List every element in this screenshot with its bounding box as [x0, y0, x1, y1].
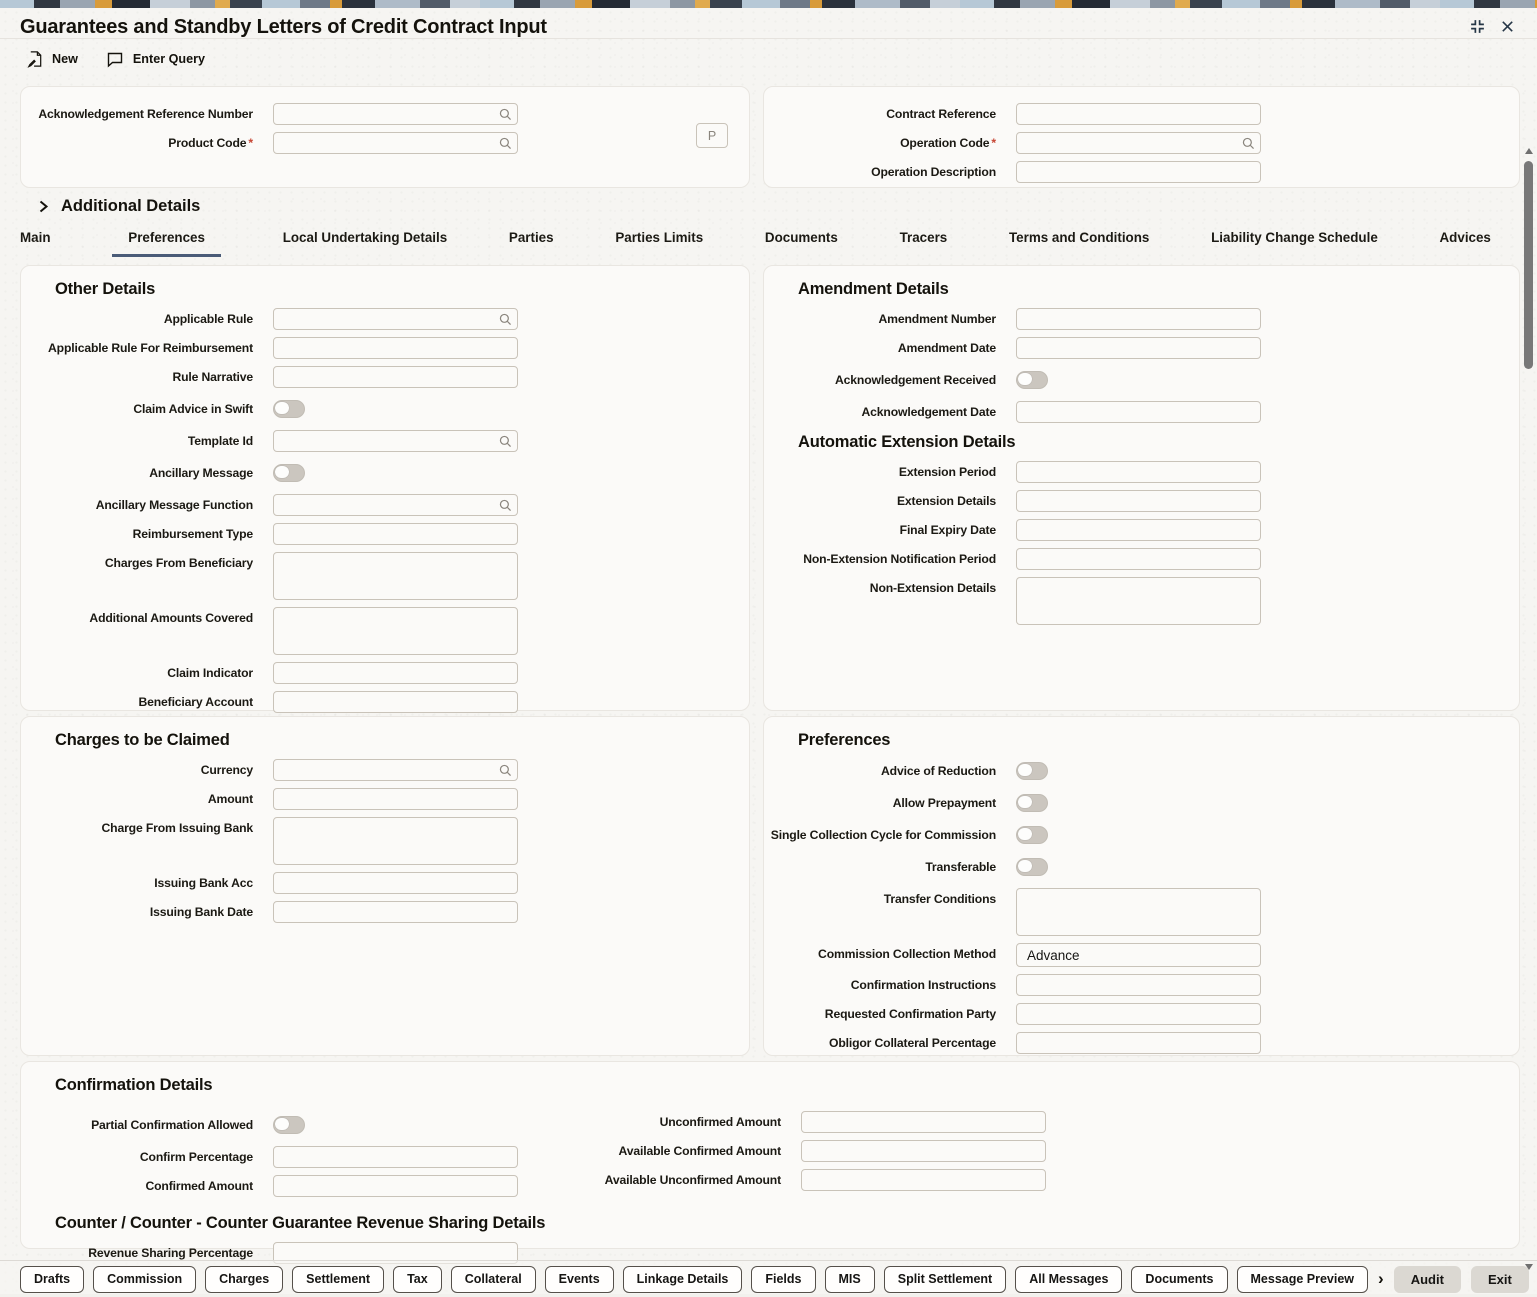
additional-details-toggle[interactable] — [38, 197, 200, 216]
reimbursement-type-input[interactable] — [273, 523, 518, 545]
extension-period-input-wrap — [1016, 461, 1261, 483]
field-label: Reimbursement Type — [132, 527, 253, 541]
field-label: Claim Advice in Swift — [133, 402, 253, 416]
field-amendment-number — [764, 308, 1519, 330]
tab-terms-and-conditions[interactable]: Terms and Conditions — [1008, 230, 1150, 245]
field-label: Acknowledgement Received — [835, 373, 996, 387]
split-settlement-button[interactable]: Split Settlement — [884, 1266, 1006, 1293]
field-rule-narrative — [21, 366, 749, 388]
field-label: Confirmation Instructions — [850, 978, 996, 992]
field-label: Available Confirmed Amount — [618, 1144, 781, 1158]
field-label: Amendment Date — [897, 341, 996, 355]
charges-to-be-claimed-panel — [20, 716, 750, 1056]
field-partial-confirmation-allowed — [21, 1114, 581, 1136]
unconfirmed-amount-input-wrap — [801, 1111, 1046, 1133]
currency-input[interactable] — [273, 759, 518, 781]
field-non-extension-notification-period — [764, 548, 1519, 570]
field-label: Template Id — [187, 434, 253, 448]
field-beneficiary-account — [21, 691, 749, 713]
charge-from-issuing-bank-textarea[interactable] — [273, 817, 518, 865]
documents-button[interactable]: Documents — [1131, 1266, 1227, 1293]
charges-from-beneficiary-textarea[interactable] — [273, 552, 518, 600]
vertical-scrollbar — [1523, 148, 1535, 1270]
field-issuing-bank-acc — [21, 872, 749, 894]
tab-advices[interactable]: Advices — [1439, 230, 1491, 245]
section-title: Counter / Counter - Counter Guarantee Revenue Sharing Details — [55, 1214, 546, 1232]
tab-bar — [20, 230, 1491, 257]
confirm-percentage-input[interactable] — [273, 1146, 518, 1168]
page-title: Guarantees and Standby Letters of Credit Contract Input — [20, 16, 547, 38]
toggle-knob — [275, 466, 289, 478]
scrollbar-thumb[interactable] — [1524, 161, 1533, 369]
amendment-number-input-wrap — [1016, 308, 1261, 330]
more-buttons-chevron-icon[interactable]: › — [1378, 1269, 1384, 1288]
field-unconfirmed-amount — [581, 1111, 1046, 1133]
toggle-knob — [1018, 373, 1032, 385]
final-expiry-date-input-wrap — [1016, 519, 1261, 541]
partial-confirmation-allowed-toggle[interactable] — [273, 1116, 305, 1134]
field-product-code — [21, 132, 749, 154]
field-label: Issuing Bank Acc — [154, 876, 253, 890]
section-title: Charges to be Claimed — [55, 731, 230, 749]
field-confirmed-amount — [21, 1175, 581, 1197]
additional-details-label: Additional Details — [61, 197, 201, 215]
ancillary-message-function-input[interactable] — [273, 494, 518, 516]
field-issuing-bank-date — [21, 901, 749, 923]
confirm-percentage-input-wrap — [273, 1146, 518, 1168]
applicable-rule-input-wrap — [273, 308, 518, 330]
confirmed-amount-input-wrap — [273, 1175, 518, 1197]
template-id-input[interactable] — [273, 430, 518, 452]
search-icon[interactable] — [498, 763, 513, 778]
field-label: Acknowledgement Reference Number — [38, 107, 253, 121]
amendment-details-panel — [763, 265, 1520, 711]
other-details-panel — [20, 265, 750, 711]
requested-confirmation-party-input[interactable] — [1016, 1003, 1261, 1025]
toggle-knob — [1018, 828, 1032, 840]
amendment-date-input-wrap — [1016, 337, 1261, 359]
tab-parties-limits[interactable]: Parties Limits — [615, 230, 704, 245]
reimbursement-type-input-wrap — [273, 523, 518, 545]
field-additional-amounts-covered — [21, 607, 749, 655]
field-applicable-rule-for-reimbursement — [21, 337, 749, 359]
preferences-panel — [763, 716, 1520, 1056]
toggle-knob — [1018, 860, 1032, 872]
applicable-rule-for-reimbursement-input[interactable] — [273, 337, 518, 359]
action-toolbar — [27, 50, 205, 68]
field-charge-from-issuing-bank — [21, 817, 749, 865]
field-label: Charge From Issuing Bank — [101, 821, 253, 835]
footer-buttons — [20, 1266, 1368, 1293]
search-icon[interactable] — [1241, 136, 1256, 151]
field-label: Applicable Rule For Reimbursement — [48, 341, 253, 355]
transfer-conditions-textarea[interactable] — [1016, 888, 1261, 936]
maximize-icon[interactable] — [1469, 18, 1486, 35]
enter-query-icon — [106, 51, 125, 68]
header-form-left-panel — [20, 86, 750, 188]
issuing-bank-date-input-wrap — [273, 901, 518, 923]
unconfirmed-amount-input[interactable] — [801, 1111, 1046, 1133]
scrollbar-up-arrow-icon[interactable] — [1525, 148, 1533, 154]
search-icon[interactable] — [498, 136, 513, 151]
field-label: Applicable Rule — [163, 312, 253, 326]
field-acknowledgement-date — [764, 401, 1519, 423]
window-controls — [1469, 18, 1515, 35]
field-label: Allow Prepayment — [892, 796, 996, 810]
field-label: Advice of Reduction — [881, 764, 996, 778]
field-extension-details — [764, 490, 1519, 512]
new-document-icon — [27, 50, 44, 68]
single-collection-cycle-for-commission-toggle[interactable] — [1016, 826, 1048, 844]
product-code-input-wrap — [273, 132, 518, 154]
commission-collection-method-select[interactable]: Advance — [1016, 943, 1261, 967]
field-label: Non-Extension Notification Period — [803, 552, 996, 566]
field-label: Obligor Collateral Percentage — [828, 1036, 996, 1050]
extension-details-input-wrap — [1016, 490, 1261, 512]
field-label: Commission Collection Method — [818, 947, 996, 961]
section-title: Confirmation Details — [55, 1076, 213, 1094]
field-applicable-rule — [21, 308, 749, 330]
available-confirmed-amount-input-wrap — [801, 1140, 1046, 1162]
non-extension-notification-period-input-wrap — [1016, 548, 1261, 570]
additional-amounts-covered-textarea[interactable] — [273, 607, 518, 655]
rule-narrative-input-wrap — [273, 366, 518, 388]
obligor-collateral-percentage-input[interactable] — [1016, 1032, 1261, 1054]
field-label: Acknowledgement Date — [861, 405, 996, 419]
field-ancillary-message-function — [21, 494, 749, 516]
search-icon[interactable] — [498, 498, 513, 513]
tab-parties[interactable]: Parties — [508, 230, 554, 245]
field-label: Amendment Number — [878, 312, 996, 326]
toggle-knob — [1018, 764, 1032, 776]
acknowledgement-date-input-wrap — [1016, 401, 1261, 423]
ancillary-message-function-input-wrap — [273, 494, 518, 516]
operation-description-input-wrap — [1016, 161, 1261, 183]
rule-narrative-input[interactable] — [273, 366, 518, 388]
issuing-bank-acc-input-wrap — [273, 872, 518, 894]
amendment-date-input[interactable] — [1016, 337, 1261, 359]
field-charges-from-beneficiary — [21, 552, 749, 600]
footer-toolbar — [0, 1260, 1537, 1297]
field-label: Available Unconfirmed Amount — [604, 1173, 781, 1187]
drafts-button[interactable]: Drafts — [20, 1266, 84, 1293]
field-confirm-percentage — [21, 1146, 581, 1168]
mis-button[interactable]: MIS — [825, 1266, 875, 1293]
claim-indicator-input[interactable] — [273, 662, 518, 684]
toggle-knob — [275, 402, 289, 414]
field-operation-description — [764, 161, 1519, 183]
field-extension-period — [764, 461, 1519, 483]
confirmation-instructions-input[interactable] — [1016, 974, 1261, 996]
tab-main[interactable]: Main — [20, 230, 51, 245]
linkage-details-button[interactable]: Linkage Details — [623, 1266, 743, 1293]
final-expiry-date-input[interactable] — [1016, 519, 1261, 541]
tab-tracers[interactable]: Tracers — [899, 230, 948, 245]
confirmation-details-panel — [20, 1061, 1520, 1260]
field-available-unconfirmed-amount — [581, 1169, 1046, 1191]
exit-button[interactable]: Exit — [1471, 1266, 1529, 1293]
beneficiary-account-input-wrap — [273, 691, 518, 713]
claim-advice-in-swift-toggle[interactable] — [273, 400, 305, 418]
allow-prepayment-toggle[interactable] — [1016, 794, 1048, 812]
message-preview-button[interactable]: Message Preview — [1237, 1266, 1369, 1293]
search-icon[interactable] — [498, 312, 513, 327]
field-label: Non-Extension Details — [869, 581, 996, 595]
field-template-id — [21, 430, 749, 452]
audit-button[interactable]: Audit — [1394, 1266, 1461, 1293]
field-label: Partial Confirmation Allowed — [91, 1118, 253, 1132]
acknowledgement-reference-number-input-wrap — [273, 103, 518, 125]
field-amendment-date — [764, 337, 1519, 359]
tab-local-undertaking-details[interactable]: Local Undertaking Details — [282, 230, 448, 245]
contract-reference-input[interactable] — [1016, 103, 1261, 125]
field-label: Amount — [207, 792, 253, 806]
confirmed-amount-input[interactable] — [273, 1175, 518, 1197]
operation-description-input[interactable] — [1016, 161, 1261, 183]
field-claim-indicator — [21, 662, 749, 684]
field-label: Operation Description — [871, 165, 996, 179]
field-label: Ancillary Message — [149, 466, 253, 480]
scrollbar-down-arrow-icon[interactable] — [1525, 1264, 1533, 1270]
tab-preferences[interactable]: Preferences — [112, 230, 221, 257]
field-label: Claim Indicator — [167, 666, 253, 680]
beneficiary-account-input[interactable] — [273, 691, 518, 713]
new-button[interactable] — [27, 50, 78, 68]
field-label: Extension Details — [896, 494, 996, 508]
field-requested-confirmation-party — [764, 1003, 1519, 1025]
applicable-rule-input[interactable] — [273, 308, 518, 330]
field-label: Transfer Conditions — [883, 892, 996, 906]
issuing-bank-date-input[interactable] — [273, 901, 518, 923]
field-single-collection-cycle-for-commission — [764, 824, 1519, 846]
section-title: Automatic Extension Details — [798, 433, 1016, 451]
field-currency — [21, 759, 749, 781]
p-button[interactable]: P — [696, 123, 728, 148]
field-available-confirmed-amount — [581, 1140, 1046, 1162]
ancillary-message-toggle[interactable] — [273, 464, 305, 482]
field-label: Extension Period — [898, 465, 996, 479]
field-label: Confirm Percentage — [139, 1150, 253, 1164]
field-label: Issuing Bank Date — [149, 905, 253, 919]
section-title: Preferences — [798, 731, 891, 749]
required-asterisk: * — [991, 136, 996, 150]
search-icon[interactable] — [498, 107, 513, 122]
enter-query-label: Enter Query — [132, 52, 205, 66]
field-acknowledgement-received — [764, 369, 1519, 391]
field-label: Single Collection Cycle for Commission — [770, 828, 996, 842]
field-transferable — [764, 856, 1519, 878]
field-reimbursement-type — [21, 523, 749, 545]
requested-confirmation-party-input-wrap — [1016, 1003, 1261, 1025]
settlement-button[interactable]: Settlement — [292, 1266, 384, 1293]
title-divider — [0, 38, 1537, 39]
charges-button[interactable]: Charges — [205, 1266, 283, 1293]
field-label: Unconfirmed Amount — [659, 1115, 781, 1129]
available-unconfirmed-amount-input[interactable] — [801, 1169, 1046, 1191]
fields-button[interactable]: Fields — [751, 1266, 815, 1293]
toggle-knob — [1018, 796, 1032, 808]
field-label: Product Code * — [168, 136, 253, 150]
product-code-input[interactable] — [273, 132, 518, 154]
tab-liability-change-schedule[interactable]: Liability Change Schedule — [1211, 230, 1378, 245]
section-title: Other Details — [55, 280, 156, 298]
search-icon[interactable] — [498, 434, 513, 449]
field-final-expiry-date — [764, 519, 1519, 541]
field-transfer-conditions — [764, 888, 1519, 936]
field-contract-reference — [764, 103, 1519, 125]
app-window — [0, 8, 1537, 1294]
field-amount — [21, 788, 749, 810]
close-icon[interactable] — [1500, 19, 1515, 34]
field-label: Contract Reference — [886, 107, 996, 121]
tab-documents[interactable]: Documents — [764, 230, 838, 245]
events-button[interactable]: Events — [545, 1266, 614, 1293]
template-id-input-wrap — [273, 430, 518, 452]
field-acknowledgement-reference-number — [21, 103, 749, 125]
section-title: Amendment Details — [798, 280, 949, 298]
enter-query-button[interactable] — [106, 51, 205, 68]
field-label: Rule Narrative — [172, 370, 253, 384]
amount-input-wrap — [273, 788, 518, 810]
contract-reference-input-wrap — [1016, 103, 1261, 125]
all-messages-button[interactable]: All Messages — [1015, 1266, 1122, 1293]
field-advice-of-reduction — [764, 760, 1519, 782]
field-label: Revenue Sharing Percentage — [88, 1246, 253, 1260]
field-ancillary-message — [21, 462, 749, 484]
confirmation-instructions-input-wrap — [1016, 974, 1261, 996]
operation-code-input[interactable] — [1016, 132, 1261, 154]
field-claim-advice-in-swift — [21, 398, 749, 420]
non-extension-notification-period-input[interactable] — [1016, 548, 1261, 570]
transferable-toggle[interactable] — [1016, 858, 1048, 876]
field-label: Currency — [200, 763, 253, 777]
field-label: Final Expiry Date — [899, 523, 996, 537]
obligor-collateral-percentage-input-wrap — [1016, 1032, 1261, 1054]
claim-indicator-input-wrap — [273, 662, 518, 684]
available-unconfirmed-amount-input-wrap — [801, 1169, 1046, 1191]
acknowledgement-reference-number-input[interactable] — [273, 103, 518, 125]
field-label: Confirmed Amount — [145, 1179, 253, 1193]
currency-input-wrap — [273, 759, 518, 781]
commission-button[interactable]: Commission — [93, 1266, 196, 1293]
field-label: Transferable — [925, 860, 996, 874]
amount-input[interactable] — [273, 788, 518, 810]
header-form-right-panel — [763, 86, 1520, 188]
field-label: Charges From Beneficiary — [104, 556, 253, 570]
tax-button[interactable]: Tax — [393, 1266, 442, 1293]
field-label: Ancillary Message Function — [95, 498, 253, 512]
desktop-wallpaper-strip — [0, 0, 1537, 8]
field-confirmation-instructions — [764, 974, 1519, 996]
extension-period-input[interactable] — [1016, 461, 1261, 483]
required-asterisk: * — [248, 136, 253, 150]
advice-of-reduction-toggle[interactable] — [1016, 762, 1048, 780]
field-label: Operation Code * — [900, 136, 996, 150]
field-operation-code — [764, 132, 1519, 154]
field-label: Additional Amounts Covered — [89, 611, 253, 625]
field-allow-prepayment — [764, 792, 1519, 814]
available-confirmed-amount-input[interactable] — [801, 1140, 1046, 1162]
operation-code-input-wrap — [1016, 132, 1261, 154]
field-obligor-collateral-percentage — [764, 1032, 1519, 1054]
non-extension-details-textarea[interactable] — [1016, 577, 1261, 625]
acknowledgement-received-toggle[interactable] — [1016, 371, 1048, 389]
field-non-extension-details — [764, 577, 1519, 625]
issuing-bank-acc-input[interactable] — [273, 872, 518, 894]
amendment-number-input[interactable] — [1016, 308, 1261, 330]
applicable-rule-for-reimbursement-input-wrap — [273, 337, 518, 359]
extension-details-input[interactable] — [1016, 490, 1261, 512]
field-label: Requested Confirmation Party — [824, 1007, 996, 1021]
chevron-right-icon — [38, 199, 49, 214]
collateral-button[interactable]: Collateral — [451, 1266, 536, 1293]
field-commission-collection-method — [764, 943, 1519, 967]
toggle-knob — [275, 1118, 289, 1130]
new-label: New — [52, 52, 78, 66]
field-label: Beneficiary Account — [138, 695, 253, 709]
acknowledgement-date-input[interactable] — [1016, 401, 1261, 423]
